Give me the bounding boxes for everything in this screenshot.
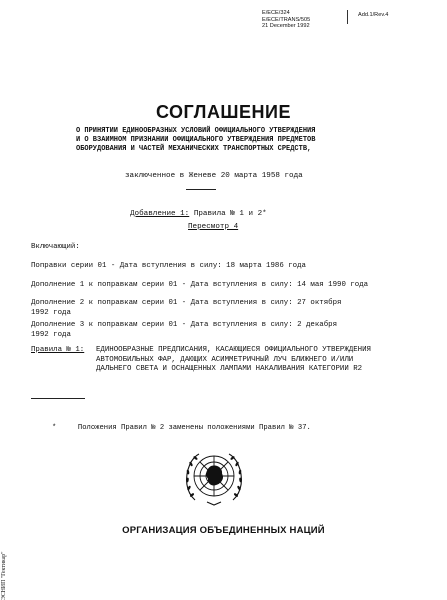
footnote bbox=[52, 424, 311, 432]
addendum-label: Добавление 1: bbox=[130, 210, 190, 218]
addendum-reference: Add.1/Rev.4 bbox=[358, 12, 389, 18]
addendum-text: Правила № 1 и 2* bbox=[193, 210, 267, 218]
document-symbols bbox=[262, 10, 310, 30]
amendment-item bbox=[31, 281, 368, 291]
amendment-line: 1992 года bbox=[31, 330, 71, 339]
symbol-line: E/ECE/324 bbox=[262, 10, 290, 16]
revision-line: Пересмотр 4 bbox=[188, 223, 239, 231]
separator-short bbox=[186, 189, 216, 190]
organization-name: ОРГАНИЗАЦИЯ ОБЪЕДИНЕННЫХ НАЦИЙ bbox=[122, 525, 325, 536]
amendment-line: Дополнение 2 к поправкам серии 01 - Дата вступления в силу: 27 октября bbox=[31, 299, 342, 307]
rule-line: ЕДИНООБРАЗНЫЕ ПРЕДПИСАНИЯ, КАСАЮЩИЕСЯ ОФИЦИАЛЬНОГО УТВЕРЖДЕНИЯ bbox=[96, 346, 371, 354]
amendment-item bbox=[31, 299, 341, 318]
agreement-subtitle bbox=[76, 127, 315, 154]
concluded-line: заключенное в Женеве 20 марта 1958 года bbox=[125, 172, 303, 180]
subtitle-line: О ПРИНЯТИИ ЕДИНООБРАЗНЫХ УСЛОВИЙ ОФИЦИАЛЬНОГО УТВЕРЖДЕНИЯ bbox=[76, 127, 316, 135]
amendment-item bbox=[31, 262, 306, 272]
document-title: СОГЛАШЕНИЕ bbox=[156, 102, 291, 122]
addendum-line bbox=[130, 210, 267, 218]
rule-line: ДАЛЬНЕГО СВЕТА И ОСНАЩЕННЫХ ЛАМПАМИ НАКАЛИВАНИЯ КАТЕГОРИИ R2 bbox=[96, 365, 363, 373]
footnote-marker: * bbox=[52, 424, 57, 432]
symbol-divider bbox=[347, 10, 348, 24]
rule-label: Правила № 1: bbox=[31, 346, 85, 354]
subtitle-line: ОБОРУДОВАНИЯ И ЧАСТЕЙ МЕХАНИЧЕСКИХ ТРАНСПОРТНЫХ СРЕДСТВ, bbox=[76, 145, 312, 153]
symbol-date: 21 December 1992 bbox=[262, 23, 310, 30]
including-label: Включающий: bbox=[31, 243, 80, 251]
footnote-text: Положения Правил № 2 заменены положениями Правил № 37. bbox=[77, 424, 311, 432]
un-emblem-icon bbox=[181, 448, 247, 508]
amendment-item bbox=[31, 321, 337, 340]
amendment-line: Дополнение 1 к поправкам серии 01 - Дата вступления в силу: 14 мая 1990 года bbox=[31, 281, 369, 289]
subtitle-line: И О ВЗАИМНОМ ПРИЗНАНИИ ОФИЦИАЛЬНОГО УТВЕРЖДЕНИЯ ПРЕДМЕТОВ bbox=[76, 136, 316, 144]
amendment-line: Поправки серии 01 - Дата вступления в силу: 18 марта 1986 года bbox=[31, 262, 306, 270]
rule-description bbox=[96, 346, 371, 375]
amendment-line: 1992 года bbox=[31, 308, 71, 317]
footnote-separator bbox=[31, 398, 85, 399]
rule-line: АВТОМОБИЛЬНЫХ ФАР, ДАЮЩИХ АСИММЕТРИЧНЫЙ ЛУЧ БЛИЖНЕГО И/ИЛИ bbox=[96, 355, 354, 364]
side-stamp: ЭСНИП "Гектикар" bbox=[1, 551, 7, 600]
amendment-line: Дополнение 3 к поправкам серии 01 - Дата вступления в силу: 2 декабря bbox=[31, 321, 338, 329]
symbol-line: E/ECE/TRANS/505 bbox=[262, 16, 311, 23]
